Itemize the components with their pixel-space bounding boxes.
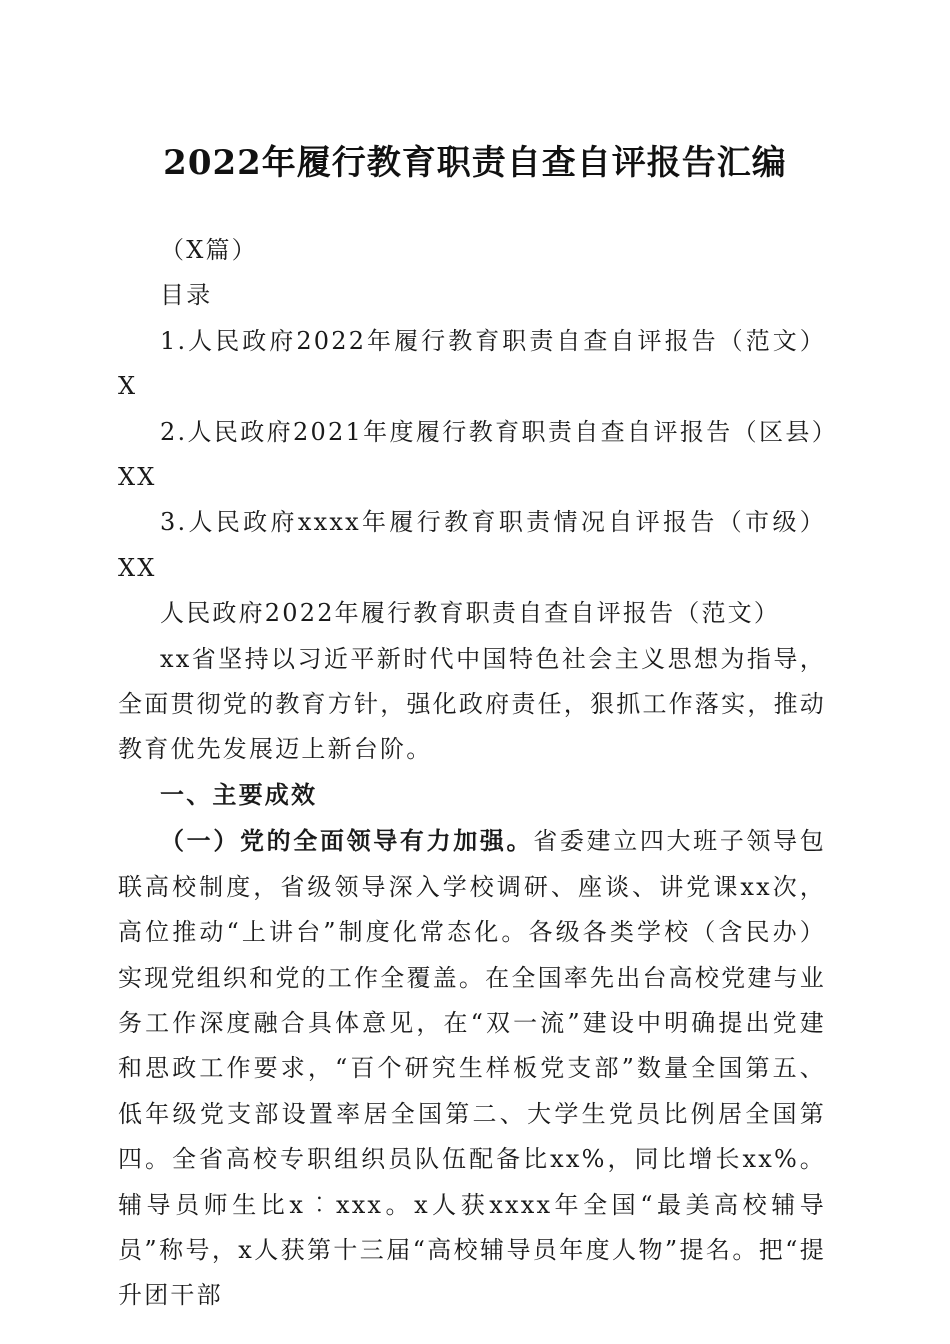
- section-heading: 一、主要成效: [160, 780, 318, 809]
- intro-paragraph: xx省坚持以习近平新时代中国特色社会主义思想为指导，全面贯彻党的教育方针，强化政府责任，狠抓工作落实，推动教育优先发展迈上新台阶。: [118, 644, 826, 764]
- document-title: 2022年履行教育职责自查自评报告汇编: [163, 143, 787, 183]
- document-body: [118, 228, 826, 1319]
- subsection-paragraph: [118, 818, 826, 1318]
- toc-item: 3.人民政府xxxx年履行教育职责情况自评报告（市级）XX: [118, 508, 826, 582]
- toc-heading: 目录: [160, 281, 213, 310]
- toc-item: 1.人民政府2022年履行教育职责自查自评报告（范文）X: [118, 326, 826, 401]
- count-note: （X篇）: [160, 236, 258, 264]
- subsection-body: 省委建立四大班子领导包联高校制度，省级领导深入学校调研、座谈、讲党课xx次，高位推动“上讲台”制度化常态化。各级各类学校（含民办）实现党组织和党的工作全覆盖。在全国率先出台高校党建与业务工作深度融合具体意见，在“双一流”建设中明确提出党建和思政工作要求，“百个研究生样板党支部”数量全国第五、低年级党支部设置率居全国第二、大学生党员比例居全国第四。全省高校专职组织员队伍配备比xx%，同比增长xx%。辅导员师生比x︰xxx。x人获xxxx年全国“最美高校辅导员”称号，x人获第十三届“高校辅导员年度人物”提名。把“提升团干部: [118, 827, 826, 1310]
- subsection-lead: （一）党的全面领导有力加强。: [160, 826, 534, 856]
- article-title: 人民政府2022年履行教育职责自查自评报告（范文）: [160, 599, 781, 628]
- toc-item: 2.人民政府2021年度履行教育职责自查自评报告（区县）XX: [118, 417, 826, 492]
